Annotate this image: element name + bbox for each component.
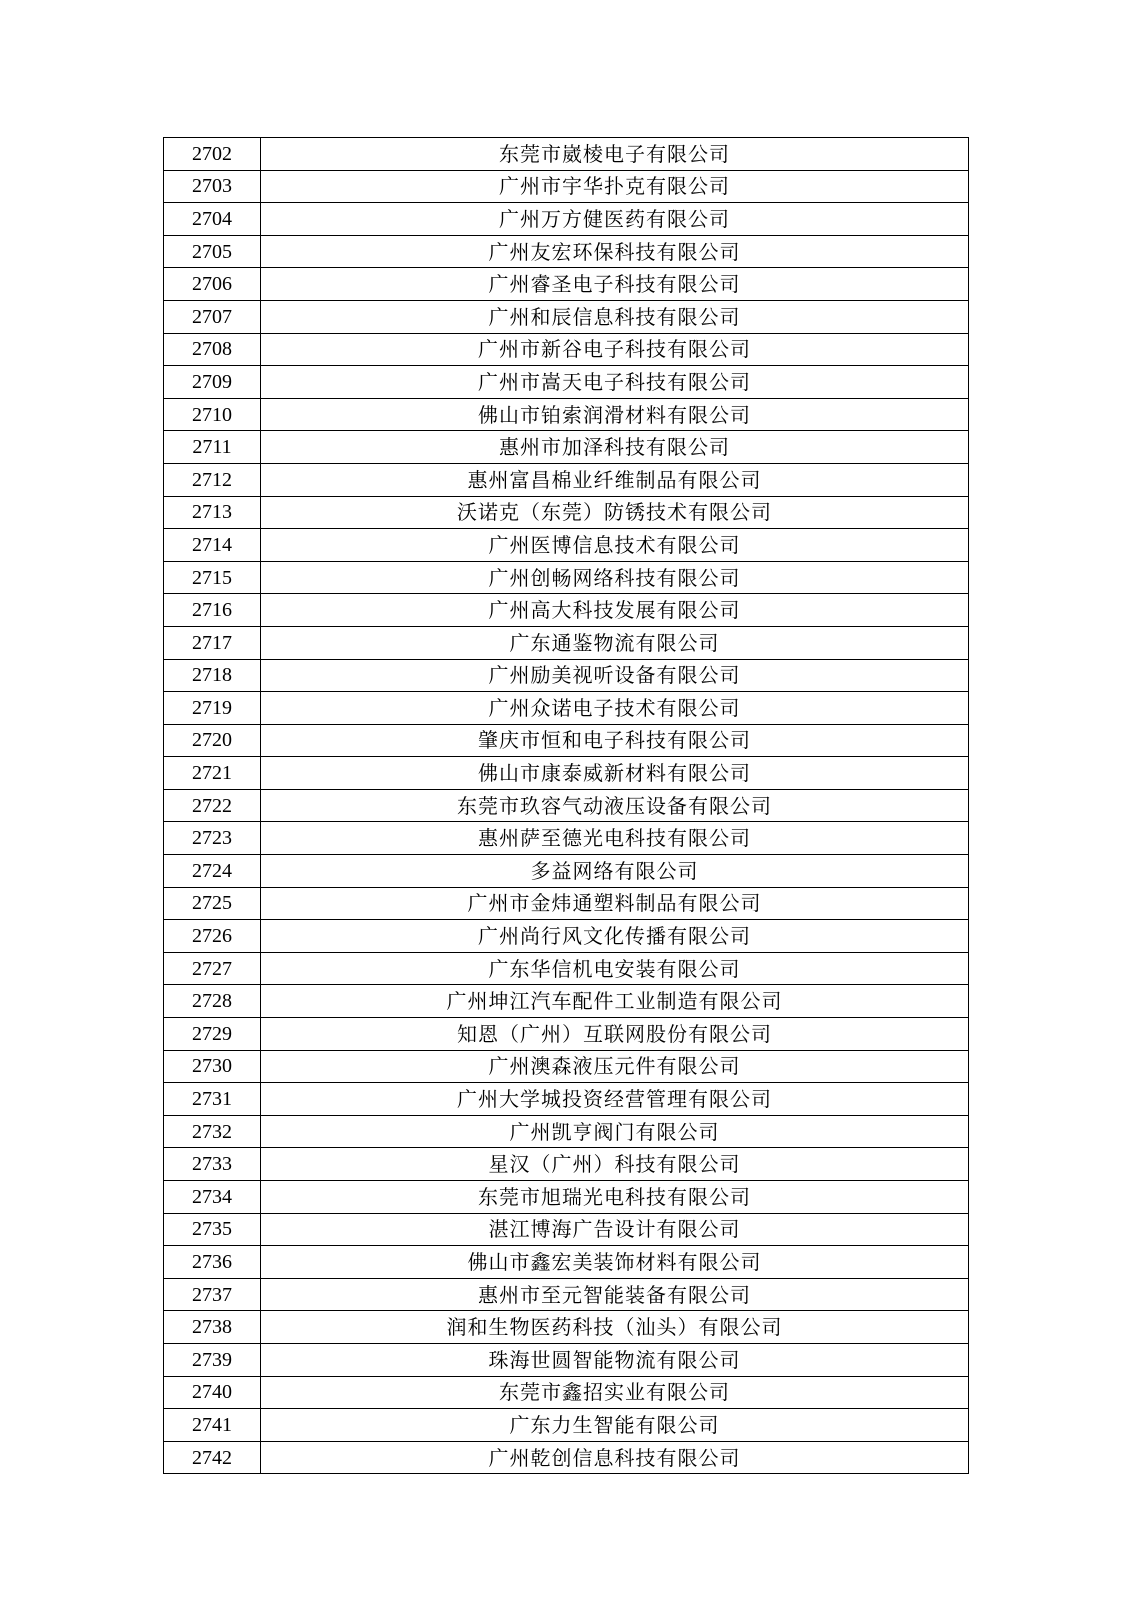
row-number-cell: 2736 [164,1246,261,1279]
table-row [164,268,969,301]
row-number-cell: 2708 [164,333,261,366]
company-name-cell: 广州凯亨阀门有限公司 [261,1115,969,1148]
company-name-cell: 广州和辰信息科技有限公司 [261,300,969,333]
table-row [164,659,969,692]
company-name-cell: 广东通鉴物流有限公司 [261,626,969,659]
row-number-cell: 2719 [164,692,261,725]
table-row [164,496,969,529]
company-name-cell: 广州创畅网络科技有限公司 [261,561,969,594]
row-number-cell: 2705 [164,235,261,268]
company-name-cell: 广州高大科技发展有限公司 [261,594,969,627]
company-name-cell: 沃诺克（东莞）防锈技术有限公司 [261,496,969,529]
table-row [164,1148,969,1181]
row-number-cell: 2731 [164,1083,261,1116]
row-number-cell: 2722 [164,789,261,822]
row-number-cell: 2726 [164,920,261,953]
company-name-cell: 广州市新谷电子科技有限公司 [261,333,969,366]
row-number-cell: 2740 [164,1376,261,1409]
company-name-cell: 润和生物医药科技（汕头）有限公司 [261,1311,969,1344]
row-number-cell: 2714 [164,529,261,562]
row-number-cell: 2720 [164,724,261,757]
table-row [164,626,969,659]
company-name-cell: 佛山市鑫宏美装饰材料有限公司 [261,1246,969,1279]
table-row [164,1409,969,1442]
company-name-cell: 广州澳森液压元件有限公司 [261,1050,969,1083]
table-row [164,952,969,985]
table-row [164,170,969,203]
table-row [164,1441,969,1474]
table-row [164,1050,969,1083]
company-name-cell: 惠州萨至德光电科技有限公司 [261,822,969,855]
row-number-cell: 2712 [164,463,261,496]
table-row [164,366,969,399]
company-name-cell: 广东力生智能有限公司 [261,1409,969,1442]
company-name-cell: 广州市宇华扑克有限公司 [261,170,969,203]
table-row [164,1343,969,1376]
company-name-cell: 广州睿圣电子科技有限公司 [261,268,969,301]
table-body [164,138,969,1474]
company-name-cell: 惠州市至元智能装备有限公司 [261,1278,969,1311]
company-name-cell: 东莞市玖容气动液压设备有限公司 [261,789,969,822]
row-number-cell: 2710 [164,398,261,431]
row-number-cell: 2737 [164,1278,261,1311]
company-name-cell: 珠海世圆智能物流有限公司 [261,1343,969,1376]
table-row [164,789,969,822]
table-row [164,920,969,953]
company-name-cell: 星汉（广州）科技有限公司 [261,1148,969,1181]
table-row [164,757,969,790]
row-number-cell: 2709 [164,366,261,399]
row-number-cell: 2715 [164,561,261,594]
row-number-cell: 2711 [164,431,261,464]
company-name-cell: 湛江博海广告设计有限公司 [261,1213,969,1246]
company-name-cell: 广州市嵩天电子科技有限公司 [261,366,969,399]
table-row [164,463,969,496]
row-number-cell: 2729 [164,1018,261,1051]
row-number-cell: 2707 [164,300,261,333]
table-row [164,594,969,627]
table-row [164,333,969,366]
company-name-cell: 广州众诺电子技术有限公司 [261,692,969,725]
company-name-cell: 广州市金炜通塑料制品有限公司 [261,887,969,920]
company-name-cell: 佛山市康泰威新材料有限公司 [261,757,969,790]
row-number-cell: 2738 [164,1311,261,1344]
company-name-cell: 东莞市旭瑞光电科技有限公司 [261,1181,969,1214]
row-number-cell: 2732 [164,1115,261,1148]
row-number-cell: 2739 [164,1343,261,1376]
table-row [164,1018,969,1051]
row-number-cell: 2716 [164,594,261,627]
row-number-cell: 2704 [164,203,261,236]
company-name-cell: 广州大学城投资经营管理有限公司 [261,1083,969,1116]
row-number-cell: 2725 [164,887,261,920]
row-number-cell: 2723 [164,822,261,855]
table-row [164,398,969,431]
row-number-cell: 2733 [164,1148,261,1181]
table-row [164,529,969,562]
company-name-cell: 惠州富昌棉业纤维制品有限公司 [261,463,969,496]
table-row [164,1311,969,1344]
company-list-table [163,137,969,1474]
company-name-cell: 广州坤江汽车配件工业制造有限公司 [261,985,969,1018]
table-row [164,855,969,888]
table-row [164,431,969,464]
row-number-cell: 2717 [164,626,261,659]
table-row [164,1213,969,1246]
row-number-cell: 2728 [164,985,261,1018]
table-row [164,561,969,594]
company-name-cell: 佛山市铂索润滑材料有限公司 [261,398,969,431]
company-name-cell: 广州友宏环保科技有限公司 [261,235,969,268]
row-number-cell: 2735 [164,1213,261,1246]
table-row [164,138,969,171]
row-number-cell: 2706 [164,268,261,301]
company-name-cell: 广东华信机电安装有限公司 [261,952,969,985]
table-row [164,822,969,855]
row-number-cell: 2721 [164,757,261,790]
row-number-cell: 2718 [164,659,261,692]
table-row [164,985,969,1018]
table-row [164,235,969,268]
company-name-cell: 广州万方健医药有限公司 [261,203,969,236]
table-row [164,887,969,920]
table-row [164,1278,969,1311]
row-number-cell: 2741 [164,1409,261,1442]
table-row [164,1246,969,1279]
company-name-cell: 惠州市加泽科技有限公司 [261,431,969,464]
company-name-cell: 东莞市鑫招实业有限公司 [261,1376,969,1409]
table-row [164,692,969,725]
company-name-cell: 广州乾创信息科技有限公司 [261,1441,969,1474]
row-number-cell: 2742 [164,1441,261,1474]
company-name-cell: 广州医博信息技术有限公司 [261,529,969,562]
row-number-cell: 2730 [164,1050,261,1083]
company-name-cell: 肇庆市恒和电子科技有限公司 [261,724,969,757]
row-number-cell: 2724 [164,855,261,888]
row-number-cell: 2727 [164,952,261,985]
company-name-cell: 广州尚行风文化传播有限公司 [261,920,969,953]
table-row [164,1376,969,1409]
table-row [164,1083,969,1116]
row-number-cell: 2734 [164,1181,261,1214]
company-name-cell: 广州励美视听设备有限公司 [261,659,969,692]
row-number-cell: 2713 [164,496,261,529]
table-row [164,1181,969,1214]
table-row [164,724,969,757]
table-row [164,1115,969,1148]
company-name-cell: 知恩（广州）互联网股份有限公司 [261,1018,969,1051]
company-name-cell: 东莞市崴棱电子有限公司 [261,138,969,171]
table-row [164,300,969,333]
table-row [164,203,969,236]
row-number-cell: 2702 [164,138,261,171]
row-number-cell: 2703 [164,170,261,203]
company-name-cell: 多益网络有限公司 [261,855,969,888]
